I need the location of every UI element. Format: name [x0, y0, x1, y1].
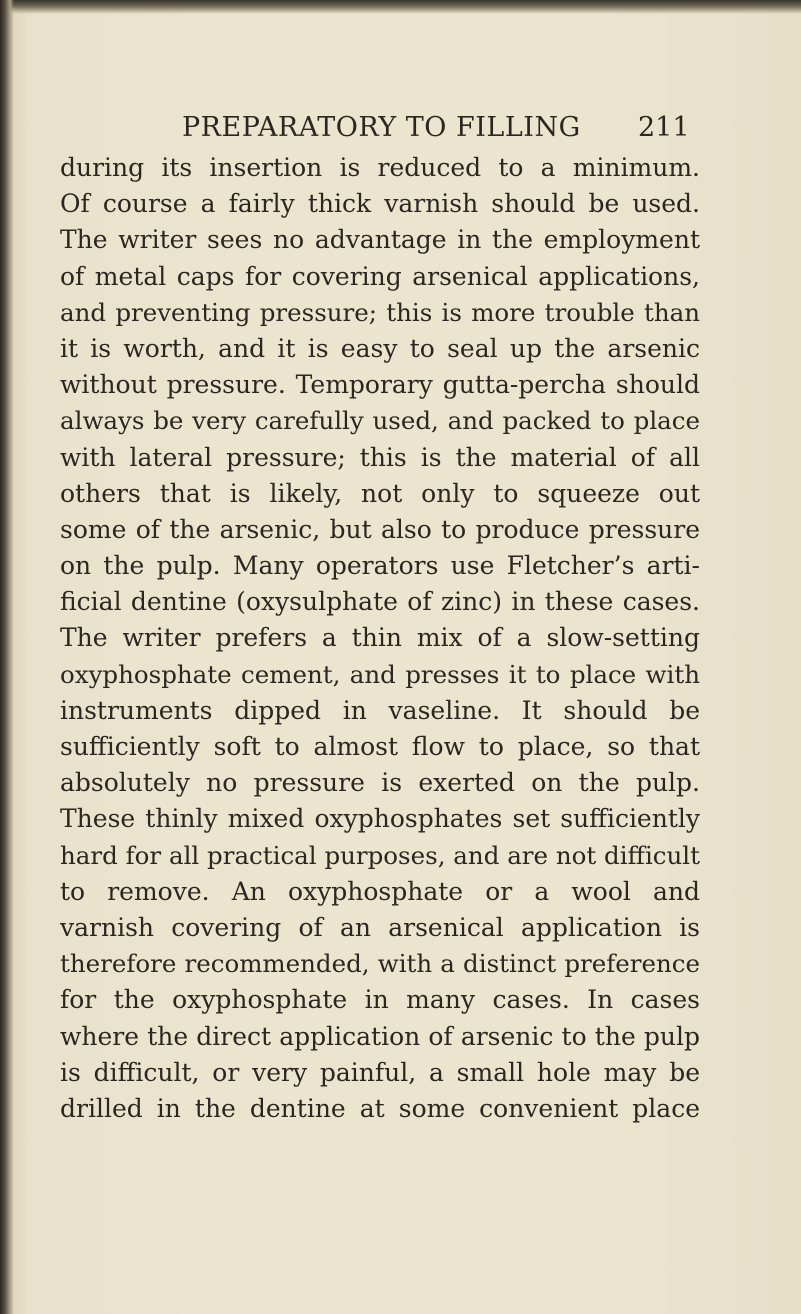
page-binding-edge: [0, 0, 14, 1314]
text-line: where the direct application of arsenic to the pulp: [60, 1021, 700, 1051]
page-top-edge: [0, 0, 801, 14]
text-line: varnish covering of an arsenical application is: [60, 912, 700, 942]
text-line: and preventing pressure; this is more trouble than: [60, 297, 700, 327]
text-line: These thinly mixed oxyphosphates set sufficiently: [60, 804, 700, 834]
text-line: Of course a fairly thick varnish should be used.: [60, 189, 700, 219]
text-line: on the pulp. Many operators use Fletcher’s arti-: [60, 551, 700, 581]
text-line: drilled in the dentine at some convenient place: [60, 1093, 700, 1123]
text-line: absolutely no pressure is exerted on the pulp.: [60, 768, 700, 798]
text-line: to remove. An oxyphosphate or a wool and: [60, 876, 700, 906]
text-line: for the oxyphosphate in many cases. In cases: [60, 985, 700, 1015]
text-line: therefore recommended, with a distinct preference: [60, 949, 700, 979]
text-line: sufficiently soft to almost flow to place, so that: [60, 732, 700, 761]
text-line: of metal caps for covering arsenical applications,: [60, 261, 700, 291]
text-line: instruments dipped in vaseline. It should be: [60, 695, 700, 725]
page-number: 211: [638, 112, 690, 143]
text-line: with lateral pressure; this is the material of all: [60, 442, 700, 472]
text-line: hard for all practical purposes, and are not difficult: [60, 840, 700, 870]
text-line: is difficult, or very painful, a small hole may be: [60, 1057, 700, 1087]
text-line: ficial dentine (oxysulphate of zinc) in these cases.: [60, 587, 700, 617]
text-line: without pressure. Temporary gutta-percha should: [60, 370, 700, 400]
running-head-title: PREPARATORY TO FILLING: [182, 112, 581, 143]
running-head: [0, 112, 801, 152]
text-line: always be very carefully used, and packed to place: [60, 406, 700, 436]
text-line: oxyphosphate cement, and presses it to place with: [60, 659, 700, 689]
body-text: [60, 150, 700, 1127]
text-line: The writer prefers a thin mix of a slow-setting: [60, 623, 700, 653]
text-line: others that is likely, not only to squeeze out: [60, 478, 700, 508]
text-line: The writer sees no advantage in the employment: [60, 225, 700, 255]
text-line: some of the arsenic, but also to produce pressure: [60, 514, 700, 544]
text-line: it is worth, and it is easy to seal up the arsenic: [60, 333, 700, 363]
text-line: during its insertion is reduced to a minimum.: [60, 153, 700, 182]
